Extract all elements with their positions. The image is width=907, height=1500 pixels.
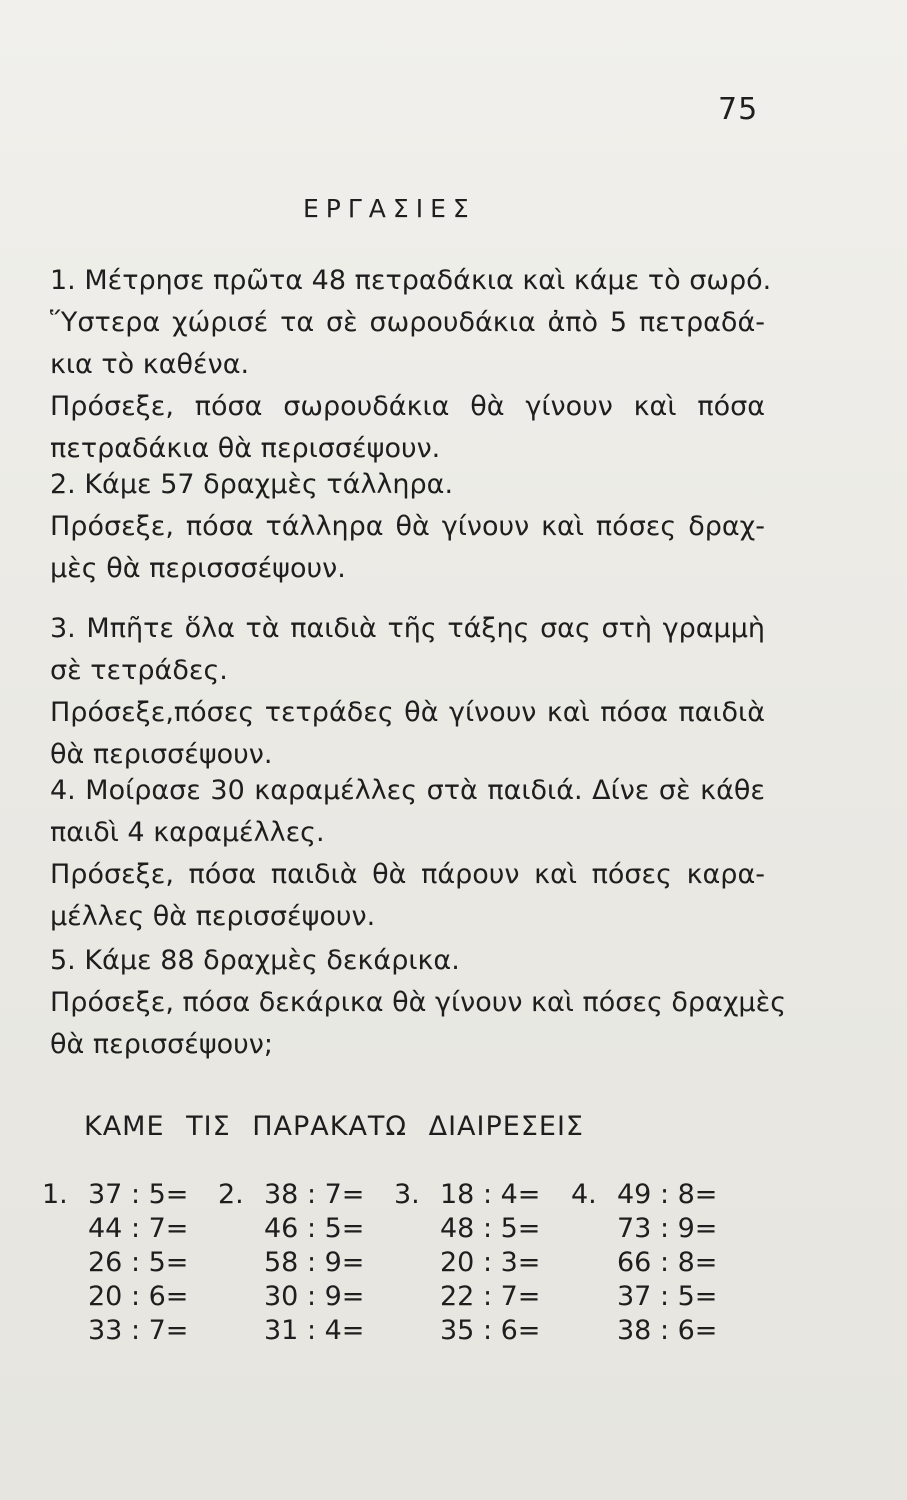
division-problem: 48 : 5= xyxy=(440,1213,541,1244)
exercise-line: Πρόσεξε, πόσα παιδιὰ θὰ πάρουν καὶ πόσες καρα- xyxy=(50,859,765,890)
division-problem: 31 : 4= xyxy=(264,1315,365,1346)
exercise-4 xyxy=(50,770,765,938)
division-problem: 58 : 9= xyxy=(264,1247,365,1278)
exercise-line: κια τὸ καθένα. xyxy=(50,349,250,380)
exercise-line: παιδὶ 4 καραμέλλες. xyxy=(50,817,325,848)
exercise-line: θὰ περισσέψουν. xyxy=(50,739,273,770)
section-heading: ΕΡΓΑΣΙΕΣ xyxy=(303,194,476,223)
division-problem: 73 : 9= xyxy=(617,1213,718,1244)
exercise-1 xyxy=(50,260,772,470)
division-problem: 38 : 7= xyxy=(264,1179,365,1210)
exercise-line: 5. Κάμε 88 δραχμὲς δεκάρικα. xyxy=(50,945,460,976)
exercise-line: Πρόσεξε, πόσα σωρουδάκια θὰ γίνουν καὶ πόσα xyxy=(50,391,765,422)
exercise-line: Πρόσεξε, πόσα τάλληρα θὰ γίνουν καὶ πόσες δραχ- xyxy=(50,511,765,542)
division-problem: 37 : 5= xyxy=(617,1281,718,1312)
exercise-line: 1. Μέτρησε πρῶτα 48 πετραδάκια καὶ κάμε τὸ σωρό. xyxy=(50,265,772,296)
division-problem: 38 : 6= xyxy=(617,1315,718,1346)
division-problem: 33 : 7= xyxy=(88,1315,189,1346)
division-problem: 44 : 7= xyxy=(88,1213,189,1244)
exercise-line: Πρόσεξε, πόσα δεκάρικα θὰ γίνουν καὶ πόσες δραχμὲς xyxy=(50,987,787,1018)
division-problem: 46 : 5= xyxy=(264,1213,365,1244)
division-problem: 22 : 7= xyxy=(440,1281,541,1312)
exercise-3 xyxy=(50,608,765,776)
division-column-number: 2. xyxy=(218,1179,244,1210)
exercise-line: Ὕστερα χώρισέ τα σὲ σωρουδάκια ἀπὸ 5 πετραδά- xyxy=(50,307,765,338)
division-problem: 35 : 6= xyxy=(440,1315,541,1346)
division-problem: 20 : 3= xyxy=(440,1247,541,1278)
exercise-line: πετραδάκια θὰ περισσέψουν. xyxy=(50,433,441,464)
exercise-line: 2. Κάμε 57 δραχμὲς τάλληρα. xyxy=(50,469,454,500)
division-problem: 26 : 5= xyxy=(88,1247,189,1278)
page-number: 75 xyxy=(718,92,759,127)
exercise-line: Πρόσεξε,πόσες τετράδες θὰ γίνουν καὶ πόσα παιδιὰ xyxy=(50,697,765,728)
exercise-5 xyxy=(50,940,787,1066)
exercise-line: σὲ τετράδες. xyxy=(50,655,228,686)
exercise-2 xyxy=(50,464,765,590)
division-column-number: 4. xyxy=(571,1179,597,1210)
exercise-line: 3. Μπῆτε ὅλα τὰ παιδιὰ τῆς τάξης σας στὴ γραμμὴ xyxy=(50,613,765,644)
division-column-number: 3. xyxy=(394,1179,420,1210)
exercise-line: μέλλες θὰ περισσέψουν. xyxy=(50,901,376,932)
divisions-heading: ΚΑΜΕ ΤΙΣ ΠΑΡΑΚΑΤΩ ΔΙΑΙΡΕΣΕΙΣ xyxy=(84,1111,584,1142)
division-problem: 18 : 4= xyxy=(440,1179,541,1210)
division-problem: 66 : 8= xyxy=(617,1247,718,1278)
division-problem: 20 : 6= xyxy=(88,1281,189,1312)
exercise-line: θὰ περισσέψουν; xyxy=(50,1029,273,1060)
exercise-line: 4. Μοίρασε 30 καραμέλλες στὰ παιδιά. Δίνε σὲ κάθε xyxy=(50,775,765,806)
division-problem: 37 : 5= xyxy=(88,1179,189,1210)
division-problem: 49 : 8= xyxy=(617,1179,718,1210)
division-column-number: 1. xyxy=(42,1179,68,1210)
exercise-line: μὲς θὰ περισσσέψουν. xyxy=(50,553,346,584)
division-problem: 30 : 9= xyxy=(264,1281,365,1312)
